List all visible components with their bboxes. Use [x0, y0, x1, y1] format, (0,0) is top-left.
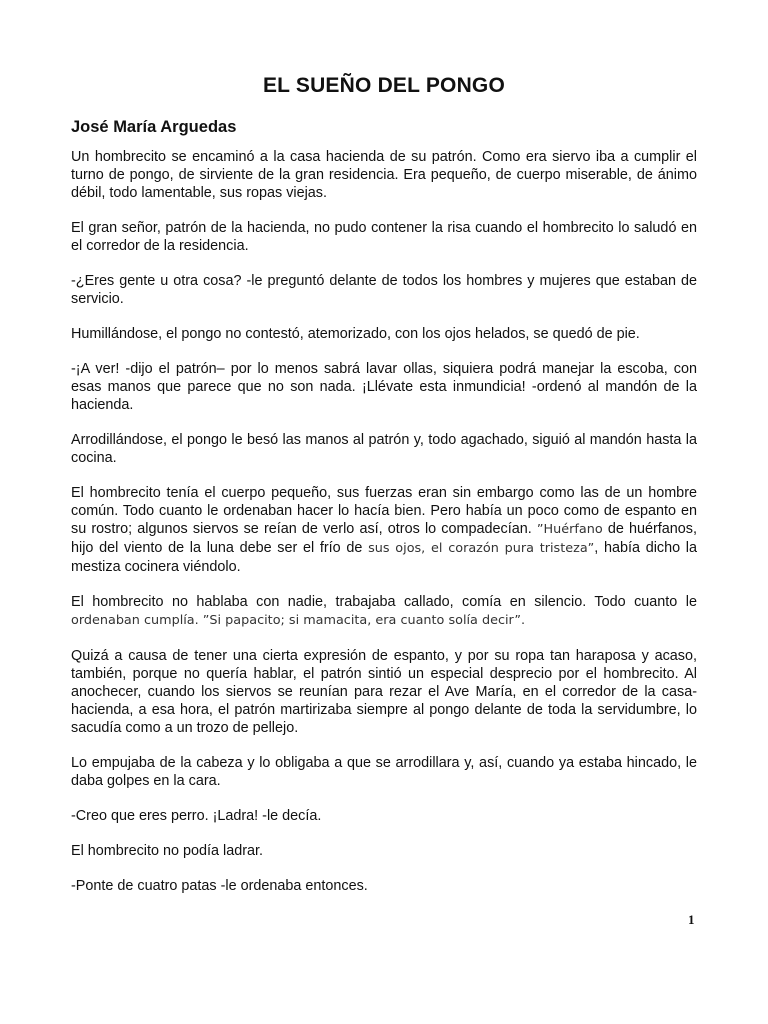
- paragraph-text-segment: Lo empujaba de la cabeza y lo obligaba a que se arrodillara y, así, cuando ya estaba hincado, le daba golpes en la cara.: [71, 755, 697, 789]
- paragraph-text-segment: Quizá a causa de tener una cierta expresión de espanto, y por su ropa tan haraposa y acaso, también, porque no quería hablar, el patrón sintió un especial desprecio por el hombrecito. Al anochecer, cuando los siervos se reunían para rezar el Ave María, en el corredor de la casa-hacienda, a esa hora, el patrón martirizaba siempre al pongo delante de toda la servidumbre, lo sacudía como a un trozo de pellejo.: [71, 648, 697, 736]
- body-paragraph: [71, 219, 697, 255]
- body-paragraph: [71, 593, 697, 630]
- body-paragraph: [71, 148, 697, 202]
- body-paragraph: [71, 484, 697, 576]
- paragraph-text-segment: ”Huérfano: [536, 522, 603, 537]
- paragraph-text-segment: El hombrecito no podía ladrar.: [71, 843, 263, 859]
- paragraph-text-segment: ordenaban cumplía. ”Si papacito; si mamacita, era cuanto solía decir”.: [71, 613, 526, 628]
- paragraph-text-segment: El gran señor, patrón de la hacienda, no pudo contener la risa cuando el hombrecito lo saludó en el corredor de la residencia.: [71, 220, 697, 254]
- paragraph-text-segment: El hombrecito tenía el cuerpo pequeño, sus fuerzas eran sin embargo como las de un hombre común. Todo cuanto le ordenaban hacer lo hacía bien. Pero había un poco como de espanto en su rostro; algunos siervos se reían de verlo así, otros lo compadecían.: [71, 485, 697, 537]
- paragraph-text-segment: -Ponte de cuatro patas -le ordenaba entonces.: [71, 878, 368, 894]
- body-paragraph: [71, 842, 697, 860]
- paragraph-text-segment: -Creo que eres perro. ¡Ladra! -le decía.: [71, 808, 322, 824]
- paragraph-text-segment: , había dicho la mestiza cocinera viéndolo.: [71, 540, 697, 575]
- body-paragraph: [71, 431, 697, 467]
- body-paragraph: [71, 360, 697, 414]
- body-paragraph: [71, 807, 697, 825]
- paragraph-text-segment: Arrodillándose, el pongo le besó las manos al patrón y, todo agachado, siguió al mandón hasta la cocina.: [71, 432, 697, 466]
- body-paragraph: [71, 754, 697, 790]
- document-page: [71, 72, 697, 912]
- paragraph-text-segment: El hombrecito no hablaba con nadie, trabajaba callado, comía en silencio. Todo cuanto le: [71, 594, 697, 610]
- page-number: 1: [688, 912, 695, 927]
- author-name: José María Arguedas: [71, 118, 237, 136]
- paragraph-text-segment: Un hombrecito se encaminó a la casa hacienda de su patrón. Como era siervo iba a cumplir el turno de pongo, de sirviente de la gran residencia. Era pequeño, de cuerpo miserable, de ánimo débil, todo lamentable, sus ropas viejas.: [71, 149, 697, 201]
- body-paragraph: [71, 877, 697, 895]
- body-paragraph: [71, 647, 697, 737]
- paragraph-text-segment: -¿Eres gente u otra cosa? -le preguntó delante de todos los hombres y mujeres que estaban de servicio.: [71, 273, 697, 307]
- body-paragraph: [71, 325, 697, 343]
- body-paragraph: [71, 272, 697, 308]
- paragraph-text-segment: -¡A ver! -dijo el patrón– por lo menos sabrá lavar ollas, siquiera podrá manejar la escoba, con esas manos que parece que no son nada. ¡Llévate esta inmundicia! -ordenó al mandón de la hacienda.: [71, 361, 697, 413]
- paragraph-text-segment: Humillándose, el pongo no contestó, atemorizado, con los ojos helados, se quedó de pie.: [71, 326, 640, 342]
- paragraph-text-segment: de huérfanos, hijo del viento de la luna debe ser el frío de: [71, 521, 698, 556]
- document-title: EL SUEÑO DEL PONGO: [262, 74, 506, 97]
- document-body: [71, 148, 697, 895]
- paragraph-text-segment: sus ojos, el corazón pura tristeza”: [368, 541, 595, 556]
